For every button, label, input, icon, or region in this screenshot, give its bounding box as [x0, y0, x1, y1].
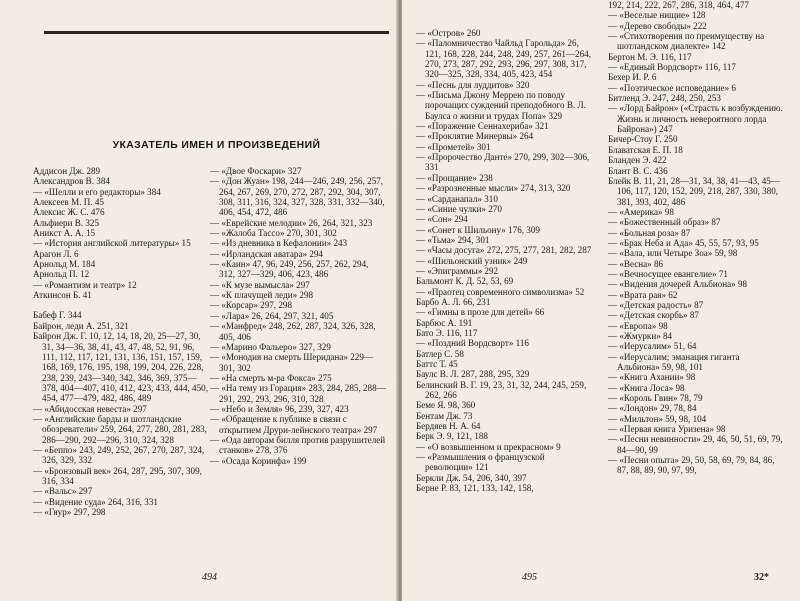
index-entry: — «Сонет к Шильону» 176, 309 — [416, 224, 540, 235]
index-entry: Бичер-Стоу Г. 250 — [608, 134, 678, 145]
index-entry: Бальмонт К. Д. 52, 53, 69 — [416, 276, 514, 287]
index-entry: Баулс В. Л. 287, 288, 295, 329 — [416, 369, 530, 380]
index-entry: 192, 214, 222, 267, 286, 318, 464, 477 — [608, 0, 749, 10]
index-entry: — «Письма Джону Меррею по поводу порочащих суждений преподобного В. Л. Баулса о жизни и трудах Попа» 329 — [416, 90, 586, 121]
index-entry: — «О возвышенном и прекрасном» 9 — [416, 441, 561, 452]
index-entry: — «На тему из Горация» 283, 284, 285, 288—291, 292, 293, 296, 310, 328 — [210, 383, 386, 404]
index-entry: Алексеев М. П. 45 — [33, 197, 104, 208]
index-entry: — «Паломничество Чайльд Гарольда» 26, 121, 168, 228, 244, 248, 249, 257, 261—264, 270, 273, 287, 292, 293, 296, 297, 308, 317, 320—325, 328, 334, 405, 423, 454 — [416, 38, 591, 80]
index-entry: — «Лондон» 29, 78, 84 — [608, 403, 697, 414]
index-entry: — «Ода авторам билля против разрушителей станков» 278, 376 — [210, 434, 386, 456]
index-entry: Бланден Э. 422 — [608, 155, 667, 166]
index-entry: — «Прощание» 238 — [416, 172, 493, 183]
index-entry: Арагон Л. 6 — [33, 248, 79, 259]
index-entry: Батлер С. 58 — [416, 348, 464, 359]
left-page-column-2 — [210, 166, 386, 466]
index-entry: — «Синие чулки» 270 — [416, 203, 502, 214]
index-entry: Аддисон Дж. 289 — [33, 166, 101, 176]
index-entry: — «Видения дочерей Альбиона» 98 — [608, 279, 748, 290]
index-entry: — «Обращение к публике в связи с открытием Друри-лейнского театра» 297 — [210, 414, 378, 435]
signature-mark: 32* — [754, 572, 769, 583]
index-entry: Алексис Ж. С. 476 — [33, 207, 105, 218]
right-page-column-2 — [608, 0, 784, 476]
index-entry: Беме Я. 98, 360 — [416, 400, 476, 411]
index-entry: Бехер И. Р. 6 — [608, 72, 657, 83]
index-entry: Белинский В. Г. 19, 23, 31, 32, 244, 245, 259, 262, 266 — [416, 379, 587, 401]
index-entry: — «Книга Ахании» 98 — [608, 372, 696, 383]
index-entry: — «Брак Неба и Ада» 45, 55, 57, 93, 95 — [608, 237, 759, 248]
index-entry: — «Размышления о французской революции» 121 — [416, 452, 545, 473]
index-entry: Беркли Дж. 54, 206, 340, 397 — [416, 472, 527, 483]
index-entry: — «Абидосская невеста» 297 — [33, 403, 147, 414]
index-entry: Бато Э. 116, 117 — [416, 327, 478, 338]
right-page-column-1 — [416, 28, 592, 493]
index-entry: — «Вальс» 297 — [33, 486, 93, 497]
index-entry: — «Манфред» 248, 262, 287, 324, 326, 328, 405, 406 — [210, 321, 376, 342]
index-entry: Берк Э. 9, 121, 188 — [416, 431, 488, 442]
index-entry: Барбо А. Л. 66, 231 — [416, 296, 491, 307]
index-entry: Бердяев Н. А. 64 — [416, 421, 481, 432]
index-entry: — «Больная роза» 87 — [608, 227, 691, 238]
index-entry: — «Марино Фальеро» 327, 329 — [210, 341, 331, 352]
index-entry: Бертон М. Э. 116, 117 — [608, 51, 692, 62]
index-entry: Берне Р. 83, 121, 133, 142, 158, — [416, 483, 534, 494]
left-page — [0, 0, 398, 601]
index-entry: — «Божественный образ» 87 — [608, 217, 721, 228]
index-entry: Бабеф Г. 344 — [33, 310, 82, 321]
index-entry: Барбюс А. 191 — [416, 317, 473, 328]
index-entry: — «Шильонский узник» 249 — [416, 255, 528, 266]
index-entry: — «Единый Вордсворт» 116, 117 — [608, 62, 736, 73]
index-entry: Блаватская Е. П. 18 — [608, 144, 683, 155]
index-entry: Арнольд М. 184 — [33, 259, 96, 270]
index-entry: Блейк В. 11, 21, 28—31, 34, 38, 41—43, 45—106, 117, 120, 152, 209, 218, 287, 330, 380, 381, 393, 402, 486 — [608, 175, 780, 207]
index-entry: — «Жмурки» 84 — [608, 331, 673, 341]
index-entry: — «Дерево свободы» 222 — [608, 20, 707, 31]
index-entry: — «Часы досуга» 272, 275, 277, 281, 282, 287 — [416, 245, 592, 256]
header-rule — [44, 31, 389, 34]
right-page — [402, 0, 800, 601]
index-entry: — «Детская скорбь» 87 — [608, 310, 699, 321]
index-entry: — «Врата рая» 62 — [608, 289, 678, 300]
index-entry: — «История английской литературы» 15 — [33, 238, 191, 249]
index-entry: — «Беппо» 243, 249, 252, 267, 270, 287, 324, 326, 329, 332 — [33, 444, 205, 466]
index-entry: — «Небо и Земля» 96, 239, 327, 423 — [210, 403, 349, 414]
page-number-left: 494 — [202, 572, 217, 583]
index-entry: — «Ирландская аватара» 294 — [210, 248, 323, 259]
index-entry: Аникст А. А. 15 — [33, 228, 96, 239]
index-entry: — «Романтизм и театр» 12 — [33, 279, 137, 290]
index-entry: Битленд Э. 247, 248, 250, 253 — [608, 93, 721, 104]
index-entry: — «Первая книга Уризена» 98 — [608, 424, 726, 435]
index-entry: — «Лорд Байрон» («Страсть к возбуждению. Жизнь и личность невероятного лорда Байрона») 247 — [608, 103, 783, 135]
index-entry: — «Стихотворения по преимуществу на шотландском диалекте» 142 — [608, 31, 765, 52]
index-entry: — «Бронзовый век» 264, 287, 295, 307, 309, 316, 334 — [33, 465, 202, 486]
index-entry: — «Шелли и его редакторы» 384 — [33, 186, 161, 197]
index-entry: — «Детская радость» 87 — [608, 299, 704, 310]
index-heading: УКАЗАТЕЛЬ ИМЕН И ПРОИЗВЕДЕНИЙ — [112, 140, 321, 151]
index-entry: — «Двое Фоскари» 327 — [210, 166, 302, 176]
index-entry: — «Видение суда» 264, 316, 331 — [33, 496, 158, 507]
index-entry: — «Поздний Вордсворт» 116 — [416, 338, 529, 349]
index-entry: — «Гимны в прозе для детей» 66 — [416, 307, 545, 318]
index-entry: — «Веселые нищие» 128 — [608, 10, 706, 21]
index-entry: — «Монодия на смерть Шеридана» 229—301, 302 — [210, 352, 373, 373]
index-entry: — «К музе вымысла» 297 — [210, 279, 310, 290]
page-number-right: 495 — [522, 572, 537, 583]
index-entry: — «Гяур» 297, 298 — [33, 507, 106, 517]
entry-gap — [33, 300, 209, 310]
index-entry: Бентам Дж. 73 — [416, 410, 473, 421]
index-entry: — «Праотец современного символизма» 52 — [416, 286, 585, 297]
index-entry: — «Эпиграммы» 292 — [416, 265, 499, 276]
index-entry: — «Из дневника в Кефалонии» 243 — [210, 238, 348, 249]
index-entry: — «Английские барды и шотландские обозреватели» 259, 264, 277, 280, 281, 283, 286—290, 292—296, 310, 324, 328 — [33, 413, 207, 445]
index-entry: — «Король Гвин» 78, 79 — [608, 393, 703, 404]
index-entry: — «Песни опыта» 29, 50, 58, 69, 79, 84, 86, 87, 88, 89, 90, 97, 99, — [608, 455, 775, 476]
left-page-column-1 — [33, 166, 209, 517]
index-entry: — «К плачущей леди» 298 — [210, 290, 314, 301]
index-entry: — «Песнь для луддитов» 320 — [416, 79, 530, 90]
index-entry: — «Корсар» 297, 298 — [210, 300, 292, 311]
index-entry: — «На смерть м-ра Фокса» 275 — [210, 372, 332, 383]
index-entry: — «Мильтон» 59, 98, 104 — [608, 413, 707, 424]
index-entry: Аткинсон Б. 41 — [33, 290, 92, 301]
index-entry: — «Проклятие Минервы» 264 — [416, 131, 534, 142]
index-entry: — «Пророчество Данте» 270, 299, 302—306, 331 — [416, 152, 590, 173]
index-entry: — «Сон» 294 — [416, 214, 468, 225]
index-entry: — «Вала, или Четыре Зоа» 59, 98 — [608, 248, 738, 259]
index-entry: — «Прометей» 301 — [416, 141, 491, 152]
index-entry: Блант В. С. 436 — [608, 165, 668, 176]
index-entry: Арнольд П. 12 — [33, 269, 90, 280]
index-entry: — «Разрозненные мысли» 274, 313, 320 — [416, 183, 571, 194]
index-entry: — «Остров» 260 — [416, 28, 481, 38]
index-entry: — «Дон Жуан» 198, 244—246, 249, 256, 257, 264, 267, 269, 270, 272, 287, 292, 304, 307, 308, 311, 316, 324, 327, 328, 331, 332—340, 406, 454, 472, 486 — [210, 176, 385, 218]
index-entry: — «Тьма» 294, 301 — [416, 234, 490, 245]
index-entry: — «Иерусалим» 51, 64 — [608, 341, 697, 352]
index-entry: — «Весна» 86 — [608, 258, 664, 269]
index-entry: Байрон Дж. Г. 10, 12, 14, 18, 20, 25—27, 30, 31, 34—36, 38, 41, 43, 47, 48, 52, 91, 96, 111, 112, 117, 121, 131, 136, 151, 157, 159, 168, 169, 176, 195, 198, 199, 204, 226, 228, 238, 239, 243—340, 342, 346, 369, 375—378, 404—407, 410, 412, 423, 433, 444, 450, 454, 477—479, 482, 486, 489 — [33, 331, 208, 404]
index-entry: Байрон, леди А. 251, 321 — [33, 320, 129, 331]
index-entry: — «Сарданапал» 310 — [416, 193, 498, 204]
index-entry: — «Жалоба Тассо» 270, 301, 302 — [210, 228, 337, 239]
index-entry: Баттс Т. 45 — [416, 359, 458, 369]
index-entry: Альфиери В. 325 — [33, 217, 99, 228]
index-entry: — «Европа» 98 — [608, 320, 668, 331]
index-entry: — «Поэтическое исповедание» 6 — [608, 82, 736, 93]
index-entry: — «Книга Лоса» 98 — [608, 382, 685, 393]
index-entry: Александров В. 384 — [33, 176, 110, 187]
index-entry: — «Каин» 47, 96, 249, 256, 257, 262, 294, 312, 327—329, 406, 423, 486 — [210, 259, 369, 280]
index-entry: — «Вечносущее евангелие» 71 — [608, 268, 728, 279]
index-entry: — «Песни невинности» 29, 46, 50, 51, 69, 79, 84—90, 99 — [608, 434, 783, 455]
index-entry: — «Осада Коринфа» 199 — [210, 455, 307, 466]
index-entry: — «Еврейские мелодии» 26, 264, 321, 323 — [210, 217, 373, 228]
index-entry: — «Америка» 98 — [608, 206, 674, 217]
index-entry: — «Иерусалим; эманация гиганта Альбиона» 59, 98, 101 — [608, 351, 740, 373]
index-entry: — «Лара» 26, 264, 297, 321, 405 — [210, 310, 334, 321]
index-entry: — «Поражение Сеннахериба» 321 — [416, 121, 549, 132]
